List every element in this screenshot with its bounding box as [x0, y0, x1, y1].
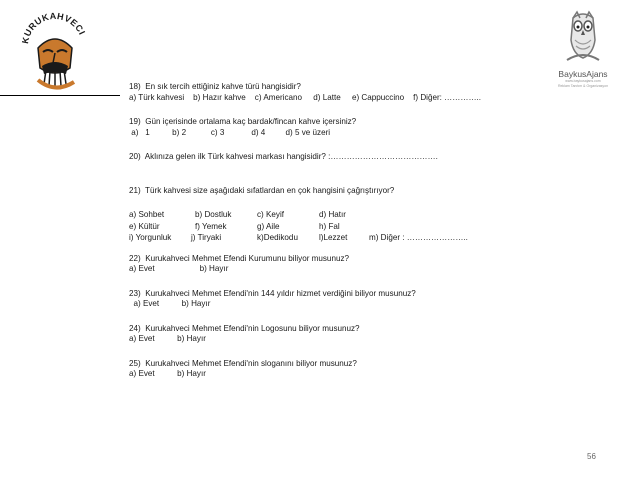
option-item: b) Dostluk [195, 210, 232, 219]
option-item: l)Lezzet [319, 233, 348, 242]
option-item: e) Kültür [129, 221, 160, 231]
option-item: k)Dedikodu [257, 233, 298, 242]
question-22-options: a) Evet b) Hayır [129, 264, 229, 273]
option-item: d) Hatır [319, 210, 346, 219]
question-21-options-row-3 [129, 233, 549, 245]
question-19: 19) Gün içerisinde ortalama kaç bardak/fincan kahve içersiniz? [129, 117, 357, 126]
question-22: 22) Kurukahveci Mehmet Efendi Kurumunu biliyor musunuz? [129, 253, 349, 263]
question-18: 18) En sık tercih ettiğiniz kahve türü hangisidir? [129, 82, 301, 91]
brand-name: BaykusAjans [558, 69, 608, 79]
question-25: 25) Kurukahveci Mehmet Efendi'nin sloganını biliyor musunuz? [129, 358, 357, 368]
brand-tagline-1: www.baykusajans.com [565, 79, 601, 83]
option-item: g) Aile [257, 221, 280, 231]
option-item: h) Fal [319, 221, 340, 231]
option-item: f) Yemek [195, 221, 227, 231]
question-19-options: a) 1 b) 2 c) 3 d) 4 d) 5 ve üzeri [129, 127, 331, 137]
option-item: m) Diğer : ………………….. [369, 233, 468, 242]
question-24-options: a) Evet b) Hayır [129, 334, 206, 343]
question-21-options-row-1 [129, 210, 549, 222]
logo-arc-text: KURUKAHVECI [20, 10, 88, 45]
brand-tagline-2: Reklam Tanıtım & Organizasyon [557, 83, 609, 88]
kurukahveci-logo-icon [20, 8, 90, 98]
option-item: i) Yorgunluk [129, 233, 172, 242]
option-item: c) Keyif [257, 210, 284, 219]
option-item: j) Tiryaki [191, 233, 222, 242]
question-20: 20) Aklınıza gelen ilk Türk kahvesi markası hangisidir? :…………………………………. [129, 152, 438, 161]
baykusajans-logo [548, 10, 618, 100]
question-21: 21) Türk kahvesi size aşağıdaki sıfatlardan en çok hangisini çağrıştırıyor? [129, 185, 395, 195]
question-21-options-row-2 [129, 222, 549, 234]
question-18-options: a) Türk kahvesi b) Hazır kahve c) Americano d) Latte e) Cappuccino f) Diğer: ………….. [129, 92, 482, 102]
question-23: 23) Kurukahveci Mehmet Efendi'nin 144 yıldır hizmet verdiğini biliyor musunuz? [129, 288, 416, 298]
kurukahveci-logo [20, 8, 90, 98]
questionnaire [129, 82, 549, 380]
header-divider [0, 95, 120, 96]
question-25-options: a) Evet b) Hayır [129, 369, 206, 378]
question-23-options: a) Evet b) Hayır [129, 299, 211, 308]
owl-icon [563, 10, 603, 62]
question-24: 24) Kurukahveci Mehmet Efendi'nin Logosunu biliyor musunuz? [129, 323, 360, 333]
option-item: a) Sohbet [129, 210, 165, 219]
page-number: 56 [587, 452, 596, 461]
